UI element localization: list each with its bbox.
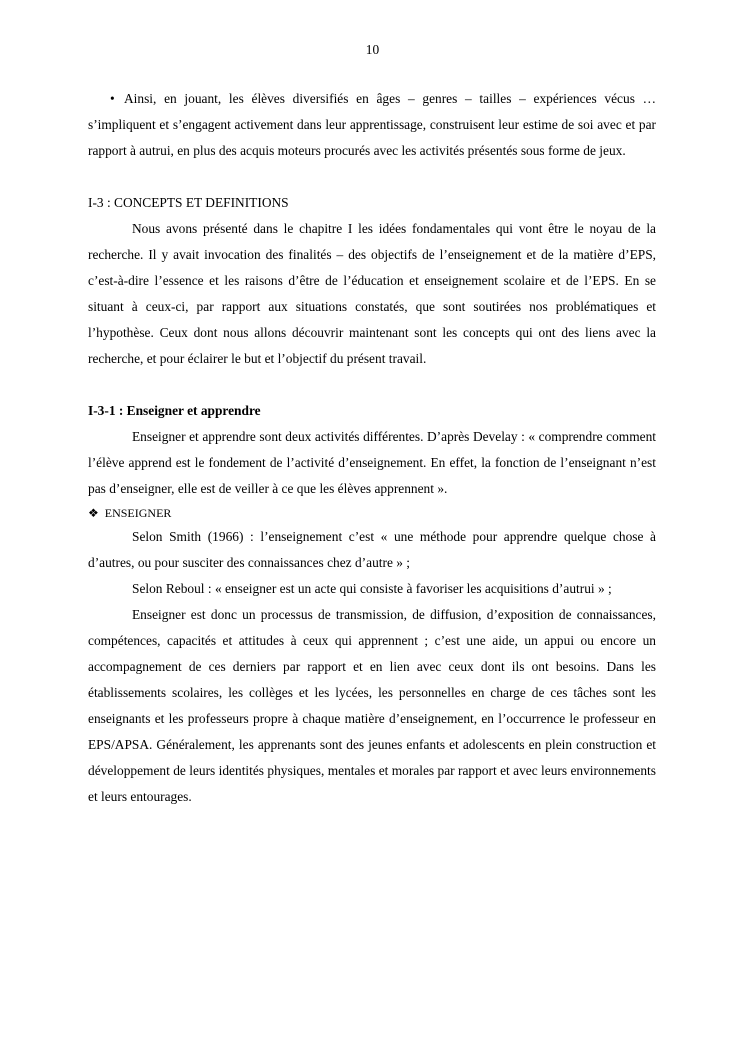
- subsection-paragraph: Enseigner et apprendre sont deux activités différentes. D’après Develay : « comprendre comment l’élève apprend est le fondement de l’activité d’enseignement. En effet, la fonction de l’enseignant n’est pas d’enseigner, elle est de veiller à ce que les élèves apprennent ».: [88, 429, 656, 496]
- final-paragraph: Enseigner est donc un processus de transmission, de diffusion, d’exposition de connaissances, compétences, capacités et attitudes à ceux qui apprennent ; c’est une aide, un appui ou encore un accompagnement de ces derniers par rapport et en lien avec ceux dont ils ont besoins. Dans les établissements scolaires, les collèges et les lycées, les personnelles en charge de ces tâches sont les enseignants et les professeurs propre à chaque matière d’enseignement, en l’occurrence le professeur en EPS/APSA. Généralement, les apprenants sont des jeunes enfants et adolescents en plein construction et développement de leurs identités physiques, mentales et morales par rapport et avec leurs environnements et leurs entourages.: [88, 607, 656, 804]
- section-paragraph: Nous avons présenté dans le chapitre I les idées fondamentales qui vont être le noyau de la recherche. Il y avait invocation des finalités – des objectifs de l’enseignement et de la matière d’EPS, c’est-à-dire l’essence et les raisons d’être de l’éducation et enseignement scolaire et de l’EPS. En se situant à ceux-ci, par rapport aux situations constatés, que sont soutirées nos problématiques et l’hypothèse. Ceux dont nous allons découvrir maintenant sont les concepts qui ont des liens avec la recherche, et pour éclairer le but et l’objectif du présent travail.: [88, 221, 656, 366]
- bullet-paragraph: [88, 86, 656, 164]
- bullet-icon: •: [110, 91, 115, 106]
- reboul-paragraph: Selon Reboul : « enseigner est un acte qui consiste à favoriser les acquisitions d’autrui » ;: [132, 581, 612, 596]
- spacer: [88, 164, 656, 190]
- subsection-heading: I-3-1 : Enseigner et apprendre: [88, 403, 261, 418]
- enseigner-heading: [88, 502, 656, 524]
- page-number: 10: [365, 42, 380, 57]
- section-heading: I-3 : CONCEPTS ET DEFINITIONS: [88, 195, 289, 210]
- diamond-bullet-icon: ❖: [88, 506, 99, 520]
- smith-paragraph: Selon Smith (1966) : l’enseignement c’est « une méthode pour apprendre quelque chose à d’autres, ou pour susciter des connaissances chez d’autre » ;: [88, 529, 656, 570]
- enseigner-heading-text: ENSEIGNER: [104, 506, 172, 520]
- spacer: [88, 372, 656, 398]
- bullet-paragraph-text: Ainsi, en jouant, les élèves diversifiés en âges – genres – tailles – expériences vécus … s’impliquent et s’engagent activement dans leur apprentissage, construisent leur estime de soi avec et par rapport à autrui, en plus des acquis moteurs procurés avec les activités présentés sous forme de jeux.: [88, 91, 656, 158]
- document-body: [88, 86, 656, 810]
